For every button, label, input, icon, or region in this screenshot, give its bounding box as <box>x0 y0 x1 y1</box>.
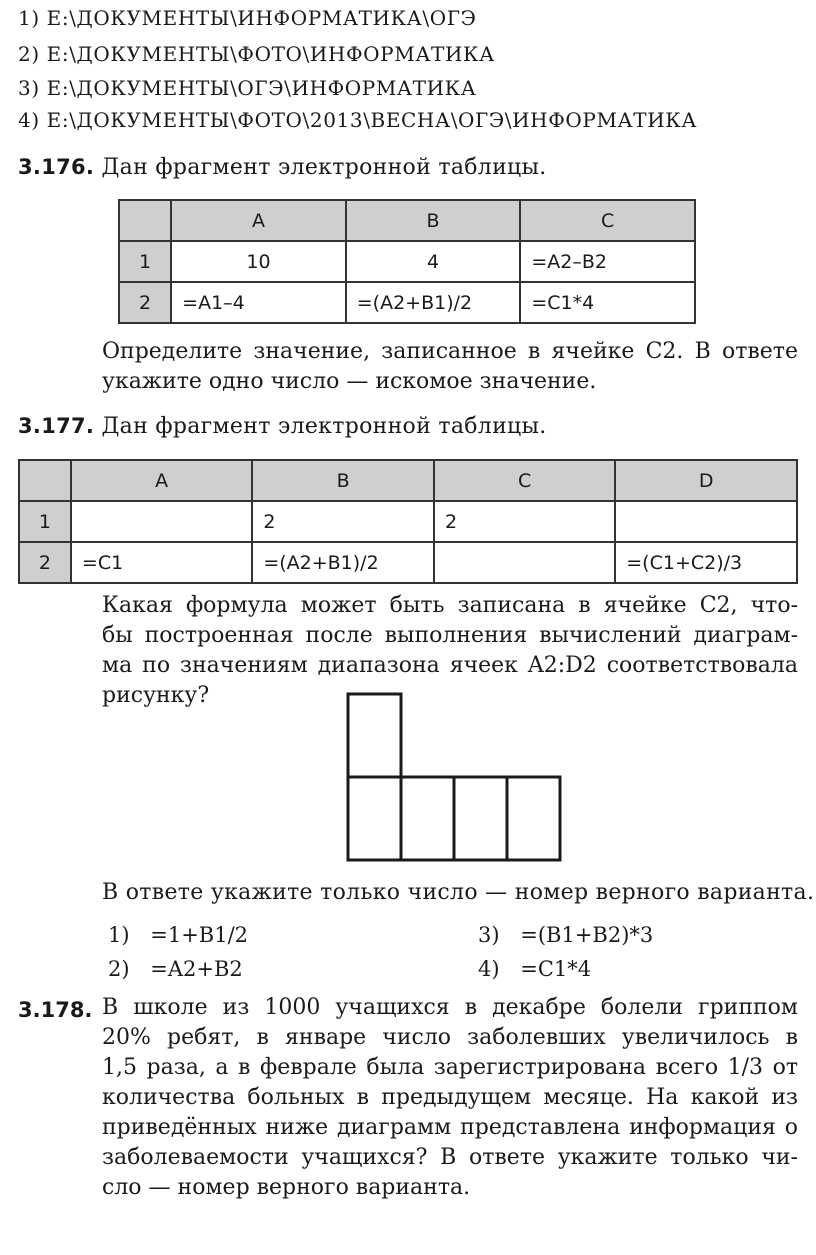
col-header-b: B <box>252 460 434 501</box>
spreadsheet-177 <box>18 459 798 584</box>
option-formula: =A2+B2 <box>150 957 243 981</box>
row-header: 1 <box>119 241 171 282</box>
task-178-text <box>102 993 798 1203</box>
col-header-d: D <box>615 460 797 501</box>
text-line: заболеваемости учащихся? В ответе укажите только чи- <box>102 1145 798 1170</box>
question-line: рисунку? <box>102 683 210 708</box>
bar-unit-square <box>348 777 401 860</box>
option-number: 4) <box>478 957 500 981</box>
bar-a2 <box>348 694 401 860</box>
text-line: В школе из 1000 учащихся в декабре болели гриппом <box>102 995 798 1020</box>
cell-d1 <box>615 501 797 542</box>
task-177-intro: Дан фрагмент электронной таблицы. <box>101 414 547 439</box>
option-number: 2) <box>108 957 130 981</box>
cell-d2: =(C1+C2)/3 <box>615 542 797 583</box>
header-row <box>119 200 695 241</box>
bar-unit-square <box>454 777 507 860</box>
bar-unit-square <box>401 777 454 860</box>
row-header: 2 <box>119 282 171 323</box>
cell-b2: =(A2+B1)/2 <box>252 542 434 583</box>
header-row <box>19 460 797 501</box>
question-line: бы построенная после выполнения вычислений диаграм- <box>102 623 798 648</box>
bar-unit-square <box>507 777 560 860</box>
table-row <box>19 501 797 542</box>
task-176-heading <box>18 155 547 180</box>
row-header: 2 <box>19 542 71 583</box>
table-row <box>119 241 695 282</box>
cell-b1: 4 <box>346 241 521 282</box>
option-4 <box>478 957 591 981</box>
option-formula: =C1*4 <box>520 957 592 981</box>
text-line: сло — номер верного варианта. <box>102 1175 471 1200</box>
corner-cell <box>19 460 71 501</box>
option-formula: =(B1+B2)*3 <box>520 923 654 947</box>
cell-c1: =A2–B2 <box>520 241 695 282</box>
spreadsheet-176 <box>118 199 696 324</box>
option-2 <box>108 957 243 981</box>
col-header-c: C <box>520 200 695 241</box>
question-line: Какая формула может быть записана в ячейке C2, что- <box>102 593 798 618</box>
task-177-answer-prompt: В ответе укажите только число — номер верного варианта. <box>102 880 815 905</box>
col-header-c: C <box>434 460 615 501</box>
bar-unit-square <box>348 694 401 777</box>
bar-chart-figure <box>340 688 580 878</box>
cell-a1 <box>71 501 252 542</box>
option-number: 3) <box>478 923 500 947</box>
col-header-b: B <box>346 200 521 241</box>
bar-d2 <box>507 777 560 860</box>
option-formula: =1+B1/2 <box>150 923 249 947</box>
text-line: количества больных в предыдущем месяце. На какой из <box>102 1085 798 1110</box>
col-header-a: A <box>171 200 346 241</box>
cell-a2: =A1–4 <box>171 282 346 323</box>
cell-c2 <box>434 542 615 583</box>
task-176-question <box>102 337 798 397</box>
bar-c2 <box>454 777 507 860</box>
task-176-intro: Дан фрагмент электронной таблицы. <box>101 155 547 180</box>
option-number: 1) <box>108 923 130 947</box>
cell-b1: 2 <box>252 501 434 542</box>
table-row <box>119 282 695 323</box>
path-option-1: 1) E:\ДОКУМЕНТЫ\ИНФОРМАТИКА\ОГЭ <box>18 6 477 30</box>
corner-cell <box>119 200 171 241</box>
task-178-number: 3.178. <box>18 998 93 1022</box>
path-option-4: 4) E:\ДОКУМЕНТЫ\ФОТО\2013\ВЕСНА\ОГЭ\ИНФОРМАТИКА <box>18 108 698 132</box>
cell-a1: 10 <box>171 241 346 282</box>
table-row <box>19 542 797 583</box>
task-177-heading <box>18 414 547 439</box>
cell-b2: =(A2+B1)/2 <box>346 282 521 323</box>
col-header-a: A <box>71 460 252 501</box>
option-1 <box>108 923 248 947</box>
cell-c1: 2 <box>434 501 615 542</box>
question-line: укажите одно число — искомое значение. <box>102 369 597 394</box>
row-header: 1 <box>19 501 71 542</box>
task-177-number: 3.177. <box>18 414 95 438</box>
option-3 <box>478 923 653 947</box>
text-line: 20% ребят, в январе число заболевших увеличилось в <box>102 1025 798 1050</box>
text-line: 1,5 раза, а в феврале была зарегистрирована всего 1/3 от <box>102 1055 798 1080</box>
bar-b2 <box>401 777 454 860</box>
text-line: приведённых ниже диаграмм представлена информация о <box>102 1115 798 1140</box>
question-line: ма по значениям диапазона ячеек A2:D2 соответствовала <box>102 653 798 678</box>
path-option-3: 3) E:\ДОКУМЕНТЫ\ОГЭ\ИНФОРМАТИКА <box>18 76 477 100</box>
cell-c2: =C1*4 <box>520 282 695 323</box>
question-line: Определите значение, записанное в ячейке C2. В ответе <box>102 339 798 364</box>
cell-a2: =C1 <box>71 542 252 583</box>
task-176-number: 3.176. <box>18 155 95 179</box>
path-option-2: 2) E:\ДОКУМЕНТЫ\ФОТО\ИНФОРМАТИКА <box>18 42 495 66</box>
